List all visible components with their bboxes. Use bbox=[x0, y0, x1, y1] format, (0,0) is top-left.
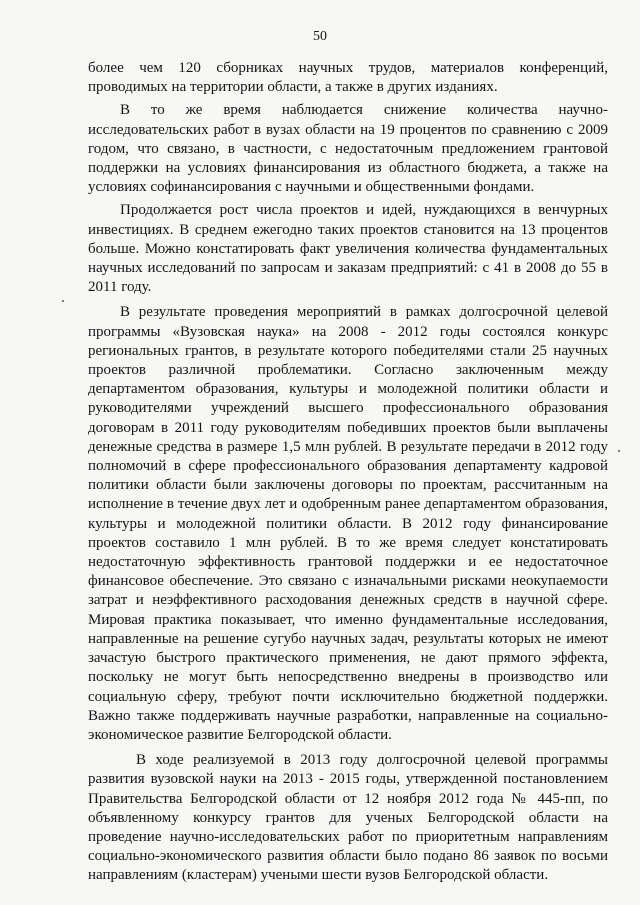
paragraph-research-decline: В то же время наблюдается снижение количества научно-исследовательских работ в вузах области на 19 процентов по сравнению с 2009 годом, что связано, в частности, с недостаточным предложением грантовой поддержки на условиях финансирования из областного бюджета, а также на условиях софинансирования с научными и общественными фондами. bbox=[88, 102, 608, 196]
paragraph-grant-program: В результате проведения мероприятий в рамках долгосрочной целевой программы «Вузовская наука» на 2008 - 2012 годы состоялся конкурс региональных грантов, в результате которого победителями стали 25 научных проектов различной проблематики. Согласно заключенным между департаментом образования, культуры и молодежной политики области и руководителями учреждений высшего профессионального образования договорам в 2011 году руководителям победивших проектов были выплачены денежные средства в размере 1,5 млн рублей. В результате передачи в 2012 году полномочий в сфере профессионального образования департаменту кадровой политики области были заключены договоры по проектам, рассчитанным на исполнение в течение двух лет и одобренным ранее департаментом образования, культуры и молодежной политики области. В 2012 году финансирование проектов составило 1 млн рублей. В то же время следует констатировать недостаточную эффективность грантовой поддержки и ее недостаточное финансовое обеспечение. Это связано с изначальными рисками неокупаемости затрат и неэффективного расходования денежных средств в научной сфере. Мировая практика показывает, что именно фундаментальные исследования, направленные на решение сугубо научных задач, результаты которых не имеют зачастую быстрого практического применения, не дают прямого эффекта, поскольку не могут быть непосредственно внедрены в производство или социальную сферу, требуют почти исключительно бюджетной поддержки. Важно также поддерживать научные разработки, направленные на социально-экономическое развитие Белгородской области. bbox=[88, 304, 608, 743]
paragraph-venture-projects: Продолжается рост числа проектов и идей, нуждающихся в венчурных инвестициях. В среднем ежегодно таких проектов становится на 13 процентов больше. Можно констатировать факт увеличения количества фундаментальных научных исследований по запросам и заказам предприятий: с 41 в 2008 до 55 в 2011 году. bbox=[88, 202, 608, 296]
document-body bbox=[88, 59, 608, 886]
scan-speck bbox=[62, 300, 64, 302]
paragraph-2013-program: В ходе реализуемой в 2013 году долгосрочной целевой программы развития вузовской науки на 2013 - 2015 годы, утвержденной постановлением Правительства Белгородской области от 12 ноября 2012 года № 445-пп, по объявленному конкурсу грантов для ученых Белгородской области на проведение научно-исследовательских работ по приоритетным направлениям социально-экономического развития области было подано 86 заявок по восьми направлениям (кластерам) учеными шести вузов Белгородской области. bbox=[88, 752, 608, 884]
scan-speck bbox=[618, 450, 620, 452]
paragraph-continuation: более чем 120 сборниках научных трудов, материалов конференций, проводимых на территории области, а также в других изданиях. bbox=[88, 60, 608, 96]
page-number: 50 bbox=[313, 29, 327, 44]
